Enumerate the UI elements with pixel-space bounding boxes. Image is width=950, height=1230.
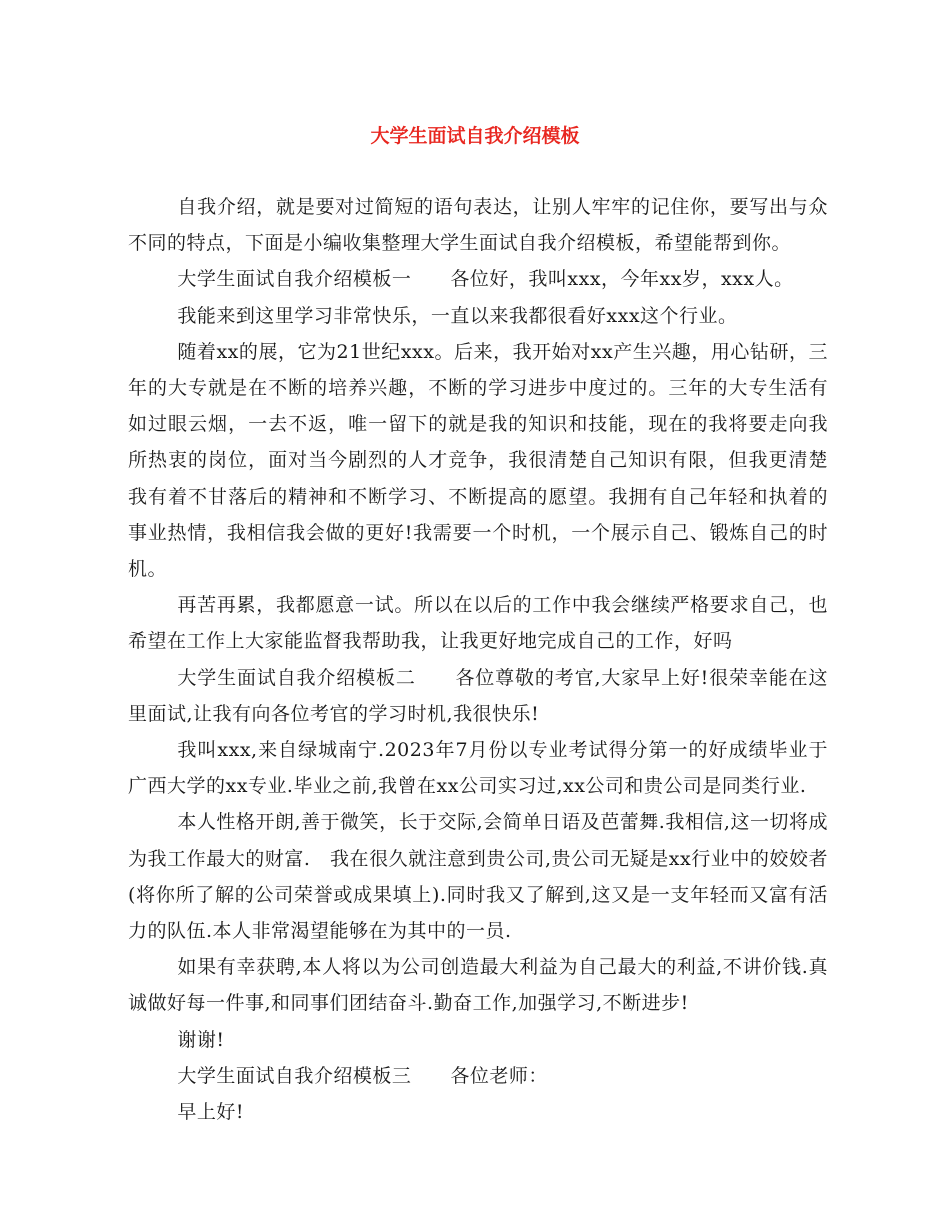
document-title: 大学生面试自我介绍模板 [370,125,580,147]
paragraph-template-three-heading: 大学生面试自我介绍模板三 各位老师： [177,1064,548,1087]
paragraph-template-two-heading: 大学生面试自我介绍模板二 各位尊敬的考官,大家早上好!很荣幸能在这里面试,让我有向各位考官的学习时机,我很快乐! [128,666,828,725]
paragraph: 随着xx的展，它为21世纪xxx。后来，我开始对xx产生兴趣，用心钻研，三年的大专就是在不断的培养兴趣，不断的学习进步中度过的。三年的大专生活有如过眼云烟，一去不返，唯一留下的就是我的知识和技能，现在的我将要走向我所热衷的岗位，面对当今剧烈的人才竞争，我很清楚自己知识有限，但我更清楚我有着不甘落后的精神和不断学习、不断提高的愿望。我拥有自己年轻和执着的事业热情，我相信我会做的更好!我需要一个时机，一个展示自己、锻炼自己的时机。 [128,340,828,581]
paragraph: 本人性格开朗,善于微笑，长于交际,会简单日语及芭蕾舞.我相信,这一切将成为我工作最大的财富. 我在很久就注意到贵公司,贵公司无疑是xx行业中的姣姣者(将你所了解的公司荣誉或成果填上).同时我又了解到,这又是一支年轻而又富有活力的队伍.本人非常渴望能够在为其中的一员. [128,811,828,943]
paragraph: 如果有幸获聘,本人将以为公司创造最大利益为自己最大的利益,不讲价钱.真诚做好每一件事,和同事们团结奋斗.勤奋工作,加强学习,不断进步! [128,956,828,1015]
paragraph-greeting: 早上好! [177,1101,245,1124]
document-body [128,189,828,1130]
paragraph: 再苦再累，我都愿意一试。所以在以后的工作中我会继续严格要求自己，也希望在工作上大家能监督我帮助我，让我更好地完成自己的工作，好吗 [128,594,828,653]
paragraph-intro: 自我介绍，就是要对过简短的语句表达，让别人牢牢的记住你，要写出与众不同的特点，下面是小编收集整理大学生面试自我介绍模板，希望能帮到你。 [128,196,828,255]
paragraph-template-one-heading: 大学生面试自我介绍模板一 各位好，我叫xxx，今年xx岁，xxx人。 [177,268,794,291]
paragraph: 我叫xxx,来自绿城南宁.2023年7月份以专业考试得分第一的好成绩毕业于广西大学的xx专业.毕业之前,我曾在xx公司实习过,xx公司和贵公司是同类行业. [128,739,828,798]
paragraph-thanks: 谢谢! [177,1028,225,1051]
paragraph: 我能来到这里学习非常快乐，一直以来我都很看好xxx这个行业。 [177,304,738,327]
